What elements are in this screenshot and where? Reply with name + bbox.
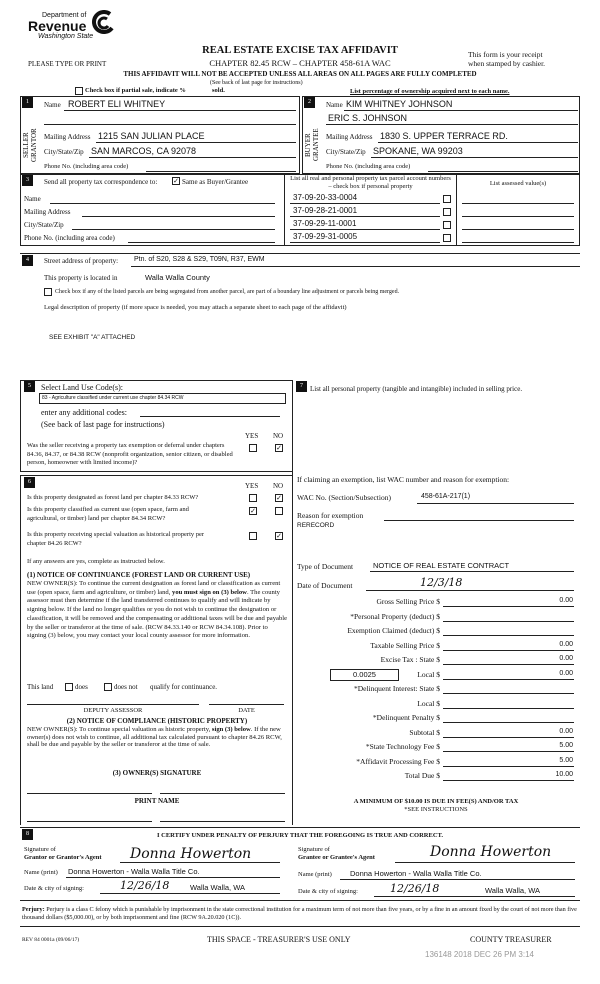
amount-label: Exemption Claimed (deduct) $: [347, 626, 440, 635]
buyer-name-field[interactable]: KIM WHITNEY JOHNSON: [346, 99, 453, 109]
parcel-number-field[interactable]: 37-09-29-11-0001: [293, 219, 357, 228]
text: Perjury:: [22, 906, 45, 913]
underline: [120, 862, 280, 863]
text: NEW OWNER(S): To continue special valuation as historic property,: [27, 726, 212, 733]
underline: [131, 266, 580, 267]
underline: [72, 229, 275, 230]
text: Signature of: [24, 846, 56, 853]
continuance-title: (1) NOTICE OF CONTINUANCE (FOREST LAND OR CURRENT USE): [27, 571, 251, 579]
underline: [443, 679, 574, 680]
buyer-phone-label: Phone No. (including area code): [326, 163, 411, 170]
property-section: [20, 253, 580, 378]
text: . The county assessor must then determine if the land transferred continues to qualify and will indicate by signing below. If the land no longer qualifies or you do not wish to continue the designation or classification, it will be removed and the compensating or additional taxes will be due and payable by the seller or transferor at the time of sale. (RCW 84.33.140 or RCW 84.34.108). Prior to signing (3) below, you may contact your local county assessor for more information.: [27, 588, 288, 640]
no-header: NO: [273, 482, 284, 490]
underline: [50, 203, 275, 204]
additional-codes-label: enter any additional codes:: [41, 408, 127, 417]
underline: [290, 216, 440, 217]
qualify-label: qualify for continuance.: [150, 683, 218, 691]
revenue-swirl-icon: [90, 10, 116, 36]
amount-label: Total Due $: [404, 771, 440, 780]
seller-mailing-label: Mailing Address: [44, 133, 91, 141]
parcel-number-field[interactable]: 37-09-28-21-0001: [293, 206, 358, 215]
historic-no-checkbox[interactable]: ✓: [276, 532, 282, 540]
underline: [428, 171, 578, 172]
grantor-name-label: Name (print): [24, 869, 58, 876]
underline: [27, 704, 199, 705]
compliance-title: (2) NOTICE OF COMPLIANCE (HISTORIC PROPERTY): [66, 717, 248, 725]
underline: [443, 664, 574, 665]
county-treasurer-label: COUNTY TREASURER: [470, 935, 552, 944]
underline: [443, 766, 574, 767]
amount-value[interactable]: 0.00: [559, 640, 573, 648]
wac-field[interactable]: 458-61A-217(1): [421, 493, 471, 500]
section-number: 2: [304, 97, 315, 108]
underline: [374, 896, 575, 897]
underline: [443, 635, 574, 636]
located-label: This property is located in: [44, 274, 118, 282]
grantee-city-field[interactable]: Walla Walla, WA: [485, 886, 541, 895]
doc-type-field[interactable]: NOTICE OF REAL ESTATE CONTRACT: [373, 561, 510, 570]
exemption-question: Was the seller receiving a property tax exemption or deferral under chapters 84.36, 84.37, or 84.38 RCW (nonprofit organization, senior citizen, or disabled person, homeowner with limited income)?: [27, 442, 233, 466]
text: Grantee or Grantee's Agent: [298, 854, 375, 861]
logo-line: Revenue: [28, 18, 87, 34]
grantee-name-label: Name (print): [298, 871, 332, 878]
does-not-label: does not: [114, 683, 138, 691]
underline: [443, 621, 574, 622]
does-label: does: [75, 683, 88, 691]
current-use-yes-checkbox[interactable]: ✓: [250, 507, 256, 515]
local-rate-field[interactable]: 0.0025: [330, 669, 399, 681]
underline: [366, 590, 574, 591]
underline: [378, 142, 578, 143]
underline: [89, 157, 296, 158]
seller-name-field[interactable]: ROBERT ELI WHITNEY: [68, 99, 166, 109]
assessed-value-field[interactable]: [462, 216, 574, 217]
buyer-name-label: Name: [326, 101, 343, 109]
ownership-note: List percentage of ownership acquired next to each name.: [350, 88, 510, 95]
minimum-note: A MINIMUM OF $10.00 IS DUE IN FEE(S) AND/OR TAX: [353, 798, 519, 805]
partial-sale-checkbox[interactable]: [75, 87, 83, 95]
amount-label: *Affidavit Processing Fee $: [356, 756, 440, 766]
underline: [395, 862, 575, 863]
logo-line: Washington State: [38, 33, 94, 40]
reason-field[interactable]: RERECORD: [297, 522, 335, 529]
underline: [371, 157, 578, 158]
yes-header: YES: [245, 432, 259, 440]
street-field[interactable]: Ptn. of S20, S28 & S29, T09N, R37, EWM: [134, 256, 265, 263]
exemption-instructions: If claiming an exemption, list WAC number and reason for exemption:: [297, 475, 510, 484]
amount-value[interactable]: 10.00: [555, 771, 573, 778]
underline: [417, 503, 574, 504]
seller-name-label: Name: [44, 101, 61, 109]
underline: [146, 171, 296, 172]
section-number: 4: [22, 255, 33, 266]
assessed-value-field[interactable]: [462, 242, 574, 243]
treasurer-use-label: THIS SPACE - TREASURER'S USE ONLY: [207, 935, 351, 944]
text: sign (3) below: [211, 726, 251, 733]
see-instructions-note: *SEE INSTRUCTIONS: [404, 806, 468, 813]
amount-label: Local $: [417, 698, 440, 708]
amount-label: *State Technology Fee $: [365, 742, 440, 751]
underline: [82, 216, 275, 217]
parcel-number-field[interactable]: 37-09-20-33-0004: [293, 193, 358, 202]
underline: [443, 606, 574, 607]
underline: [290, 203, 440, 204]
see-back-note: (See back of last page for instructions): [210, 80, 303, 86]
personal-property-checkbox[interactable]: [443, 208, 451, 216]
section-number: 7: [296, 381, 307, 392]
no-header: NO: [273, 432, 284, 440]
wac-label: WAC No. (Section/Subsection): [297, 493, 391, 502]
text: . If the new owner(s) does not wish to continue, all additional tax calculated pursuant to chapter 84.26 RCW, shall be due and payable by the seller or transferor at the time of sale.: [27, 726, 282, 748]
underline: [27, 821, 152, 822]
owner-signature-title: (3) OWNER(S) SIGNATURE: [112, 769, 202, 777]
same-as-buyer-checkbox[interactable]: ✓: [173, 177, 179, 185]
amount-label: Gross Selling Price $: [376, 597, 440, 606]
amount-value[interactable]: 0.00: [559, 597, 573, 604]
underline: [140, 416, 280, 417]
amount-value[interactable]: 0.00: [559, 727, 573, 735]
amount-label: Local $: [417, 669, 440, 679]
amount-label: *Personal Property (deduct) $: [350, 611, 440, 621]
grantor-signature[interactable]: Donna Howerton: [130, 846, 252, 862]
underline: [209, 704, 284, 705]
seller-side-label: SELLER GRANTOR: [22, 128, 38, 162]
if-yes-note: If any answers are yes, complete as instructed below.: [27, 558, 165, 565]
underline: [160, 821, 285, 822]
forest-question: Is this property designated as forest land per chapter 84.33 RCW?: [27, 494, 199, 501]
underline: [443, 650, 574, 651]
this-land-label: This land: [27, 683, 54, 691]
form-title: REAL ESTATE EXCISE TAX AFFIDAVIT: [202, 45, 398, 56]
underline: [443, 751, 574, 752]
doc-date-label: Date of Document: [297, 581, 353, 590]
text: NEW OWNER(S): To continue the current designation as forest land or classification as current use (open space, farm and agriculture, or timber) land,: [27, 580, 281, 596]
buyer-mailing-field[interactable]: 1830 S. UPPER TERRACE RD.: [380, 131, 508, 141]
receipt-note: [468, 50, 545, 68]
buyer-name2-field[interactable]: ERIC S. JOHNSON: [328, 113, 408, 123]
divider: [284, 174, 285, 246]
partial-sale-label: Check box if partial sale, indicate %: [85, 87, 186, 94]
underline: [160, 793, 285, 794]
underline: [443, 693, 574, 694]
section-number: 6: [24, 477, 35, 488]
corr-name-label: Name: [24, 195, 41, 203]
print-name-label: PRINT NAME: [134, 797, 180, 805]
does-checkbox[interactable]: [65, 683, 73, 691]
section-number: 8: [22, 829, 33, 840]
receipt-line: This form is your receipt: [468, 50, 543, 59]
grantor-name-field[interactable]: Donna Howerton - Walla Walla Title Co.: [68, 867, 200, 876]
seller-phone-label: Phone No. (including area code): [44, 163, 129, 170]
grantor-city-field[interactable]: Walla Walla, WA: [190, 883, 246, 892]
underline: [326, 124, 578, 125]
amount-label: Taxable Selling Price $: [370, 640, 440, 650]
grantee-date-label: Date & city of signing:: [298, 888, 358, 895]
section-number: 1: [22, 97, 33, 108]
underline: [96, 142, 296, 143]
buyer-city-field[interactable]: SPOKANE, WA 99203: [373, 146, 463, 156]
text: you must sign on (3) below: [172, 588, 247, 596]
grantee-date-field[interactable]: 12/26/18: [390, 882, 440, 895]
corr-city-label: City/State/Zip: [24, 221, 64, 229]
underline: [290, 242, 440, 243]
land-use-select[interactable]: 83 - Agriculture classified under current use chapter 84.34 RCW: [39, 393, 286, 404]
see-back-label: (See back of last page for instructions): [41, 420, 165, 429]
underline: [344, 110, 578, 111]
amount-value[interactable]: 5.00: [559, 756, 573, 764]
correspondence-label: Send all property tax correspondence to:: [44, 178, 158, 186]
amount-label: Excise Tax : State $: [380, 655, 440, 664]
corr-mailing-label: Mailing Address: [24, 208, 71, 216]
exemption-no-checkbox[interactable]: ✓: [276, 444, 282, 452]
personal-property-checkbox[interactable]: [443, 195, 451, 203]
grantor-date-label: Date & city of signing:: [24, 885, 84, 892]
sold-label: sold.: [212, 87, 225, 94]
underline: [66, 877, 280, 878]
completion-warning: THIS AFFIDAVIT WILL NOT BE ACCEPTED UNLESS ALL AREAS ON ALL PAGES ARE FULLY COMPLETED: [123, 70, 477, 78]
underline: [384, 520, 574, 521]
underline: [290, 229, 440, 230]
doc-type-label: Type of Document: [297, 562, 354, 571]
personal-property-checkbox[interactable]: [443, 234, 451, 242]
doc-date-field[interactable]: 12/3/18: [420, 576, 463, 589]
seller-city-field[interactable]: SAN MARCOS, CA 92078: [91, 146, 197, 156]
street-label: Street address of property:: [44, 257, 119, 265]
amount-label: *Delinquent Interest: State $: [353, 684, 440, 693]
receipt-line: when stamped by cashier.: [468, 59, 546, 68]
forest-no-checkbox[interactable]: ✓: [276, 494, 282, 502]
does-not-checkbox[interactable]: [104, 683, 112, 691]
grantee-signature[interactable]: Donna Howerton: [430, 844, 552, 860]
grantee-name-field[interactable]: Donna Howerton - Walla Walla Title Co.: [350, 869, 482, 878]
text: Perjury is a class C felony which is punishable by imprisonment in the state correctional institution for a maximum term of not more than five years, or by a fine in an amount fixed by the court of not more than five thousand dollars ($5,000.00), or by both imprisonment and fine (RCW 9A.20.020 (1C)).: [22, 906, 577, 921]
section-number: 5: [24, 381, 35, 392]
section-number: 3: [22, 175, 33, 186]
underline: [370, 571, 574, 572]
legal-label: Legal description of property (if more space is needed, you may attach a separate sheet to each page of the affidavit): [44, 304, 347, 311]
corr-phone-label: Phone No. (including area code): [24, 234, 115, 242]
date-label: DATE: [238, 707, 255, 714]
underline: [443, 737, 574, 738]
parcel-number-field[interactable]: 37-09-29-31-0005: [293, 232, 358, 241]
assessed-value-field[interactable]: [462, 229, 574, 230]
amount-value[interactable]: 0.00: [559, 655, 573, 662]
same-as-buyer-label: Same as Buyer/Grantee: [182, 178, 249, 186]
forest-yes-checkbox[interactable]: [249, 494, 257, 502]
treasurer-stamp: 136148 2018 DEC 26 PM 3:14: [425, 950, 534, 959]
legal-description[interactable]: SEE EXHIBIT "A" ATTACHED: [49, 334, 136, 341]
please-type-note: PLEASE TYPE OR PRINT: [28, 60, 107, 68]
deputy-assessor-label: DEPUTY ASSESSOR: [83, 707, 143, 714]
underline: [64, 110, 296, 111]
text: Signature of: [298, 846, 330, 853]
buyer-city-label: City/State/Zip: [326, 148, 366, 156]
current-use-question: Is this property classified as current use (open space, farm and agricultural, or timber) land per chapter 84.34 RCW?: [27, 506, 189, 522]
personal-property-label: List all personal property (tangible and intangible) included in selling price.: [310, 385, 523, 393]
logo-line: Department of: [42, 12, 87, 19]
grantee-signature-label: [298, 846, 375, 862]
perjury-notice: [22, 906, 582, 922]
grantor-signature-label: [24, 846, 102, 862]
underline: [44, 124, 296, 125]
buyer-mailing-label: Mailing Address: [326, 133, 373, 141]
segregated-checkbox[interactable]: [44, 288, 52, 296]
current-use-no-checkbox[interactable]: [275, 507, 283, 515]
underline: [340, 879, 575, 880]
segregated-label: Check box if any of the listed parcels are being segregated from another parcel, are part of a boundary line adjustment or parcels being merged.: [55, 289, 400, 295]
grantor-date-field[interactable]: 12/26/18: [120, 879, 170, 892]
divider: [20, 926, 580, 927]
underline: [100, 893, 280, 894]
personal-property-checkbox[interactable]: [443, 221, 451, 229]
underline: [443, 780, 574, 781]
yes-header: YES: [245, 482, 259, 490]
reason-label: Reason for exemption: [297, 511, 364, 520]
county-field[interactable]: Walla Walla County: [145, 273, 210, 282]
amount-value[interactable]: 5.00: [559, 742, 573, 749]
underline: [27, 793, 152, 794]
form-revision: REV 84 0001a (09/06/17): [22, 937, 80, 943]
exemption-yes-checkbox[interactable]: [249, 444, 257, 452]
amount-value[interactable]: 0.00: [559, 669, 573, 677]
assessed-value-field[interactable]: [462, 203, 574, 204]
buyer-side-label: BUYER GRANTEE: [304, 128, 320, 162]
historic-question: Is this property receiving special valuation as historical property per chapter 84.26 RCW?: [27, 531, 205, 547]
underline: [443, 722, 574, 723]
amount-label: *Delinquent Penalty $: [372, 713, 440, 722]
seller-city-label: City/State/Zip: [44, 148, 84, 156]
land-use-label: Select Land Use Code(s):: [41, 383, 123, 392]
text: Grantor or Grantor's Agent: [24, 854, 102, 861]
parcel-header: List all real and personal property tax parcel account numbers – check box if personal property: [290, 175, 451, 190]
form-subtitle: CHAPTER 82.45 RCW – CHAPTER 458-61A WAC: [209, 58, 391, 68]
assessed-header: List assessed value(s): [489, 180, 547, 187]
amount-label: Subtotal $: [409, 727, 440, 737]
underline: [128, 242, 275, 243]
historic-yes-checkbox[interactable]: [249, 532, 257, 540]
continuance-text: [27, 580, 287, 641]
compliance-text: [27, 726, 289, 749]
dept-of-revenue-logo: [28, 12, 93, 40]
seller-mailing-field[interactable]: 1215 SAN JULIAN PLACE: [98, 131, 205, 141]
certify-statement: I CERTIFY UNDER PENALTY OF PERJURY THAT THE FOREGOING IS TRUE AND CORRECT.: [156, 832, 443, 839]
underline: [443, 708, 574, 709]
